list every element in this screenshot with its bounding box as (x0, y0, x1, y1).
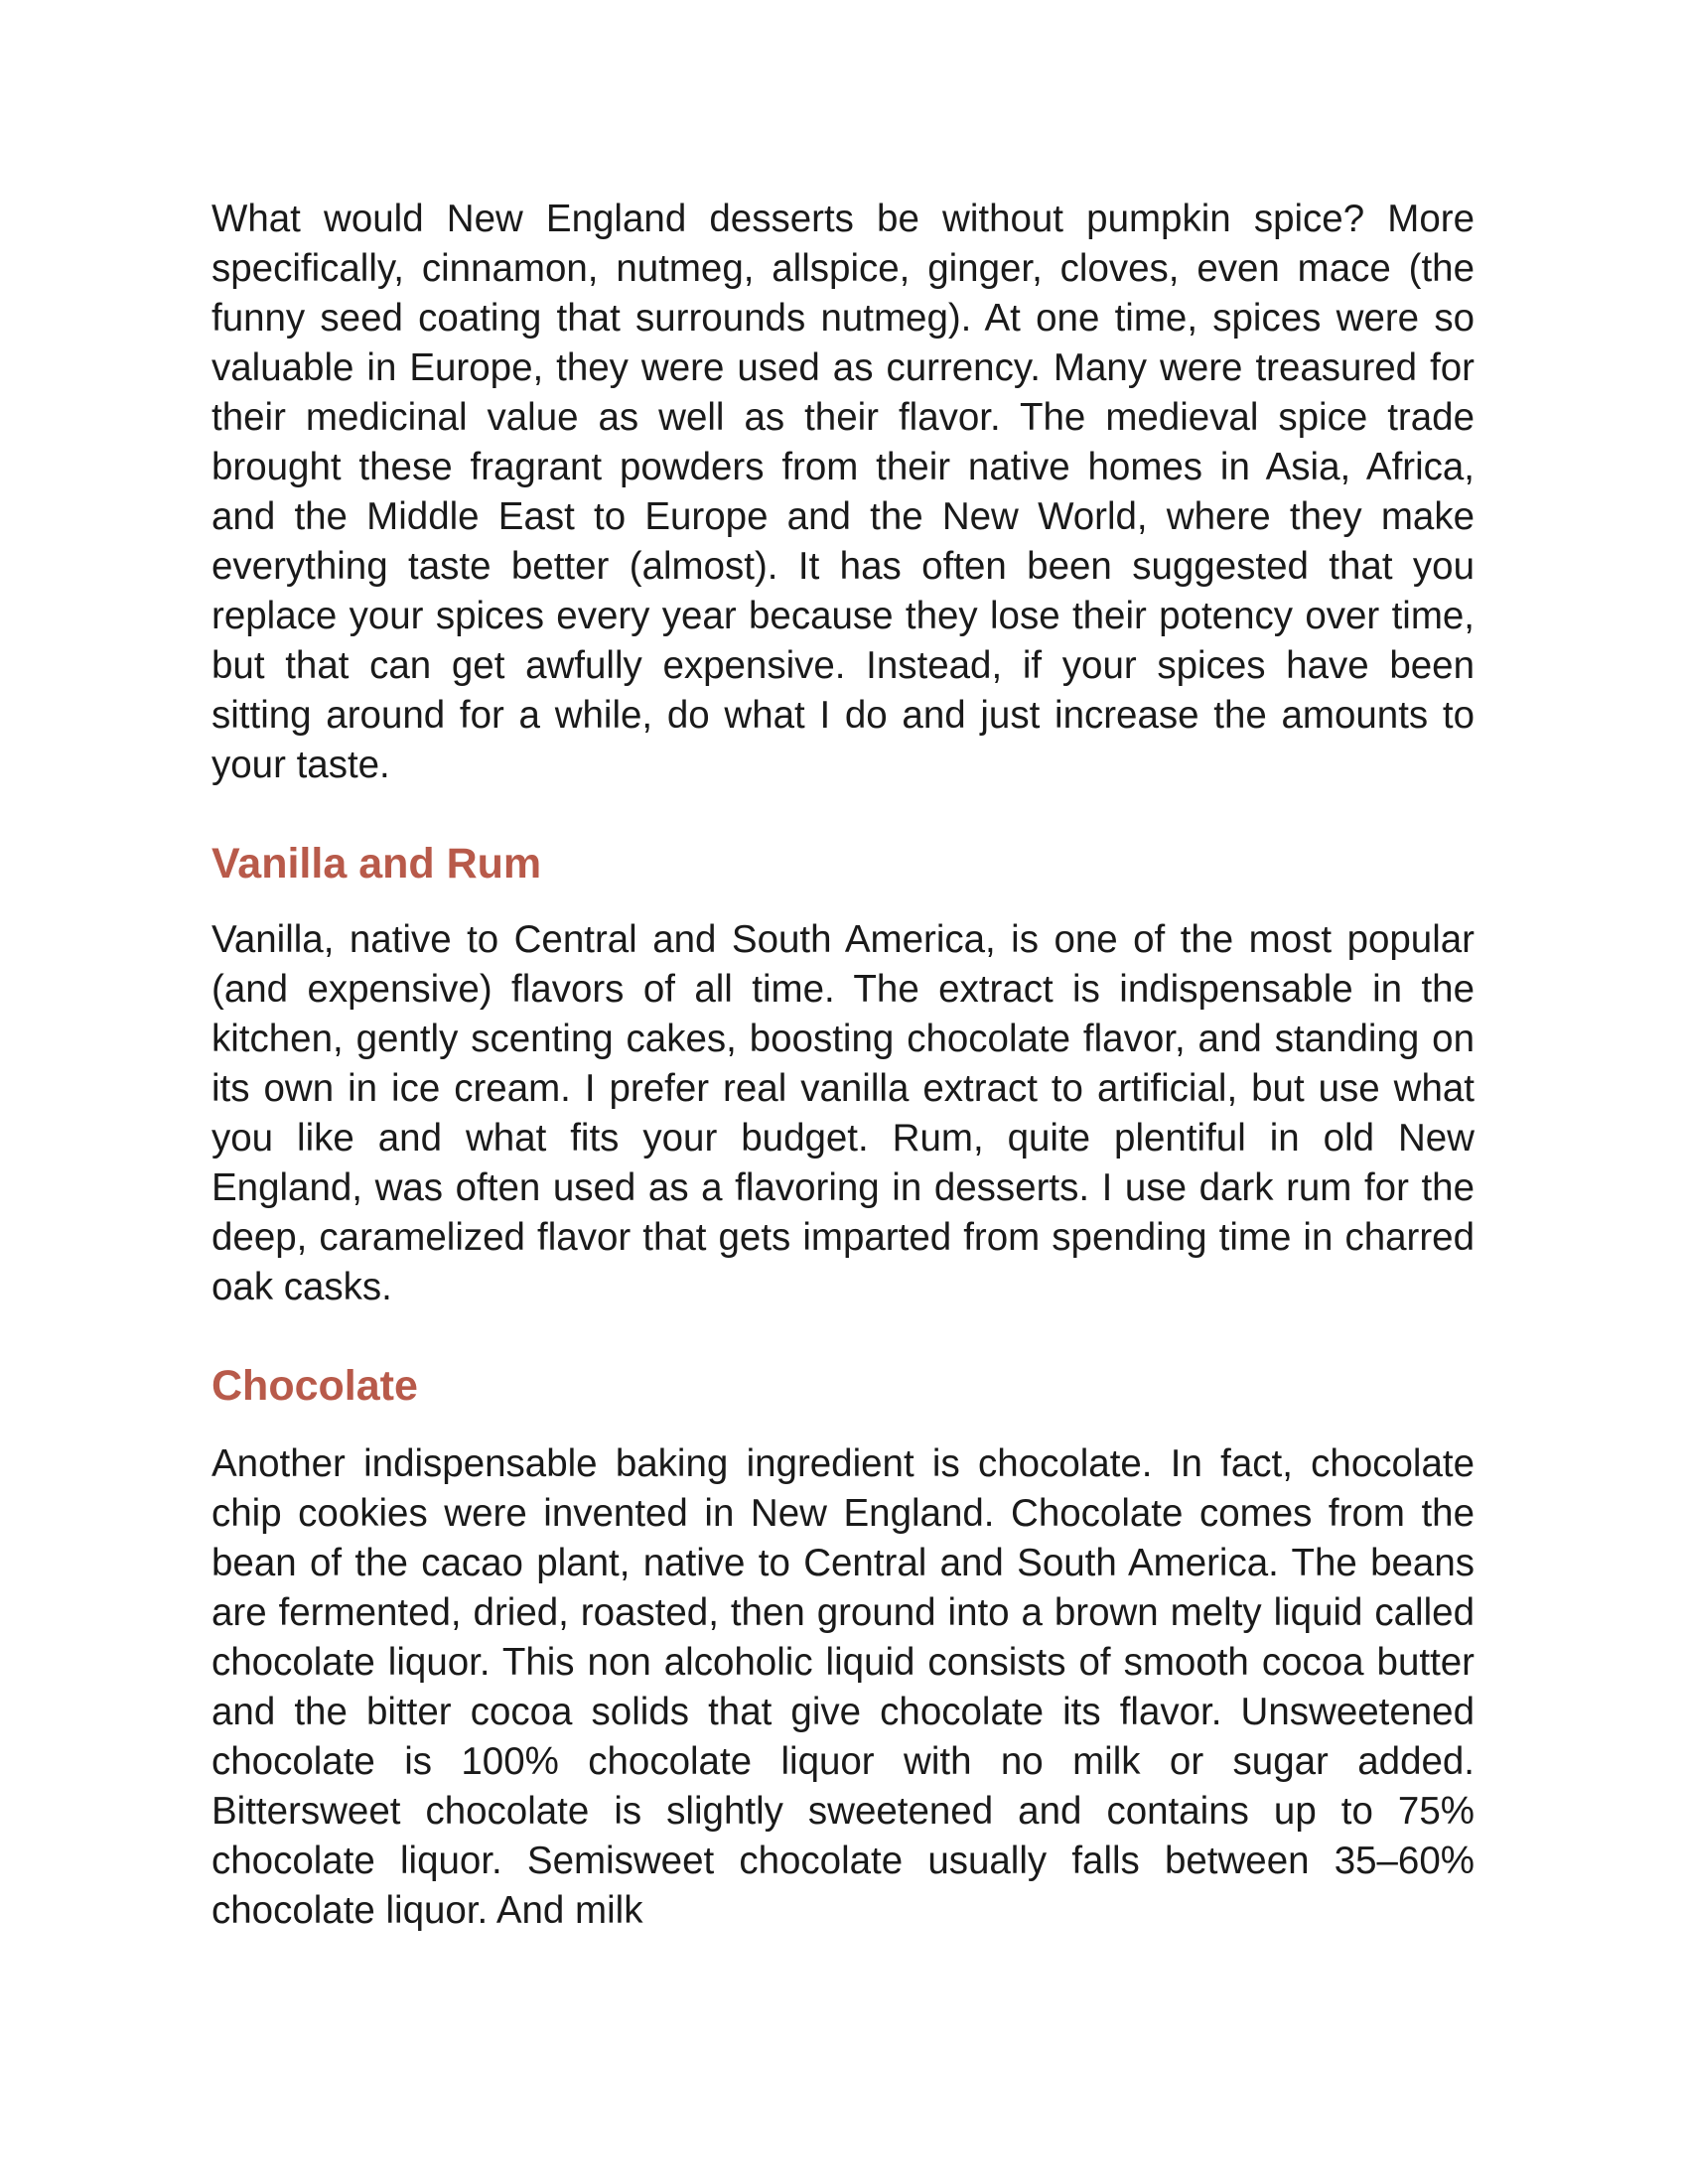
section-heading-chocolate: Chocolate (211, 1362, 418, 1410)
section-paragraph-vanilla-and-rum: Vanilla, native to Central and South America, is one of the most popular (and expensive) flavors of all time. The extract is indispensable in the kitchen, gently scenting cakes, boosting chocolate flavor, and standing on its own in ice cream. I prefer real vanilla extract to artificial, but use what you like and what fits your budget. Rum, quite plentiful in old New England, was often used as a flavoring in desserts. I use dark rum for the deep, caramelized flavor that gets imparted from spending time in charred oak casks. (211, 918, 1475, 1308)
intro-paragraph: What would New England desserts be without pumpkin spice? More specifically, cinnamon, nutmeg, allspice, ginger, cloves, even mace (the funny seed coating that surrounds nutmeg). At one time, spices were so valuable in Europe, they were used as currency. Many were treasured for their medicinal value as well as their flavor. The medieval spice trade brought these fragrant powders from their native homes in Asia, Africa, and the Middle East to Europe and the New World, where they make everything taste better (almost). It has often been suggested that you replace your spices every year because they lose their potency over time, but that can get awfully expensive. Instead, if your spices have been sitting around for a while, do what I do and just increase the amounts to your taste. (211, 198, 1475, 786)
section-paragraph-chocolate: Another indispensable baking ingredient is chocolate. In fact, chocolate chip cookies were invented in New England. Chocolate comes from the bean of the cacao plant, native to Central and South America. The beans are fermented, dried, roasted, then ground into a brown melty liquid called chocolate liquor. This non alcoholic liquid consists of smooth cocoa butter and the bitter cocoa solids that give chocolate its flavor. Unsweetened chocolate is 100% chocolate liquor with no milk or sugar added. Bittersweet chocolate is slightly sweetened and contains up to 75% chocolate liquor. Semisweet chocolate usually falls between 35–60% chocolate liquor. And milk (211, 1442, 1475, 1932)
page-content (211, 195, 1475, 1936)
section-heading-vanilla-and-rum: Vanilla and Rum (211, 840, 542, 887)
